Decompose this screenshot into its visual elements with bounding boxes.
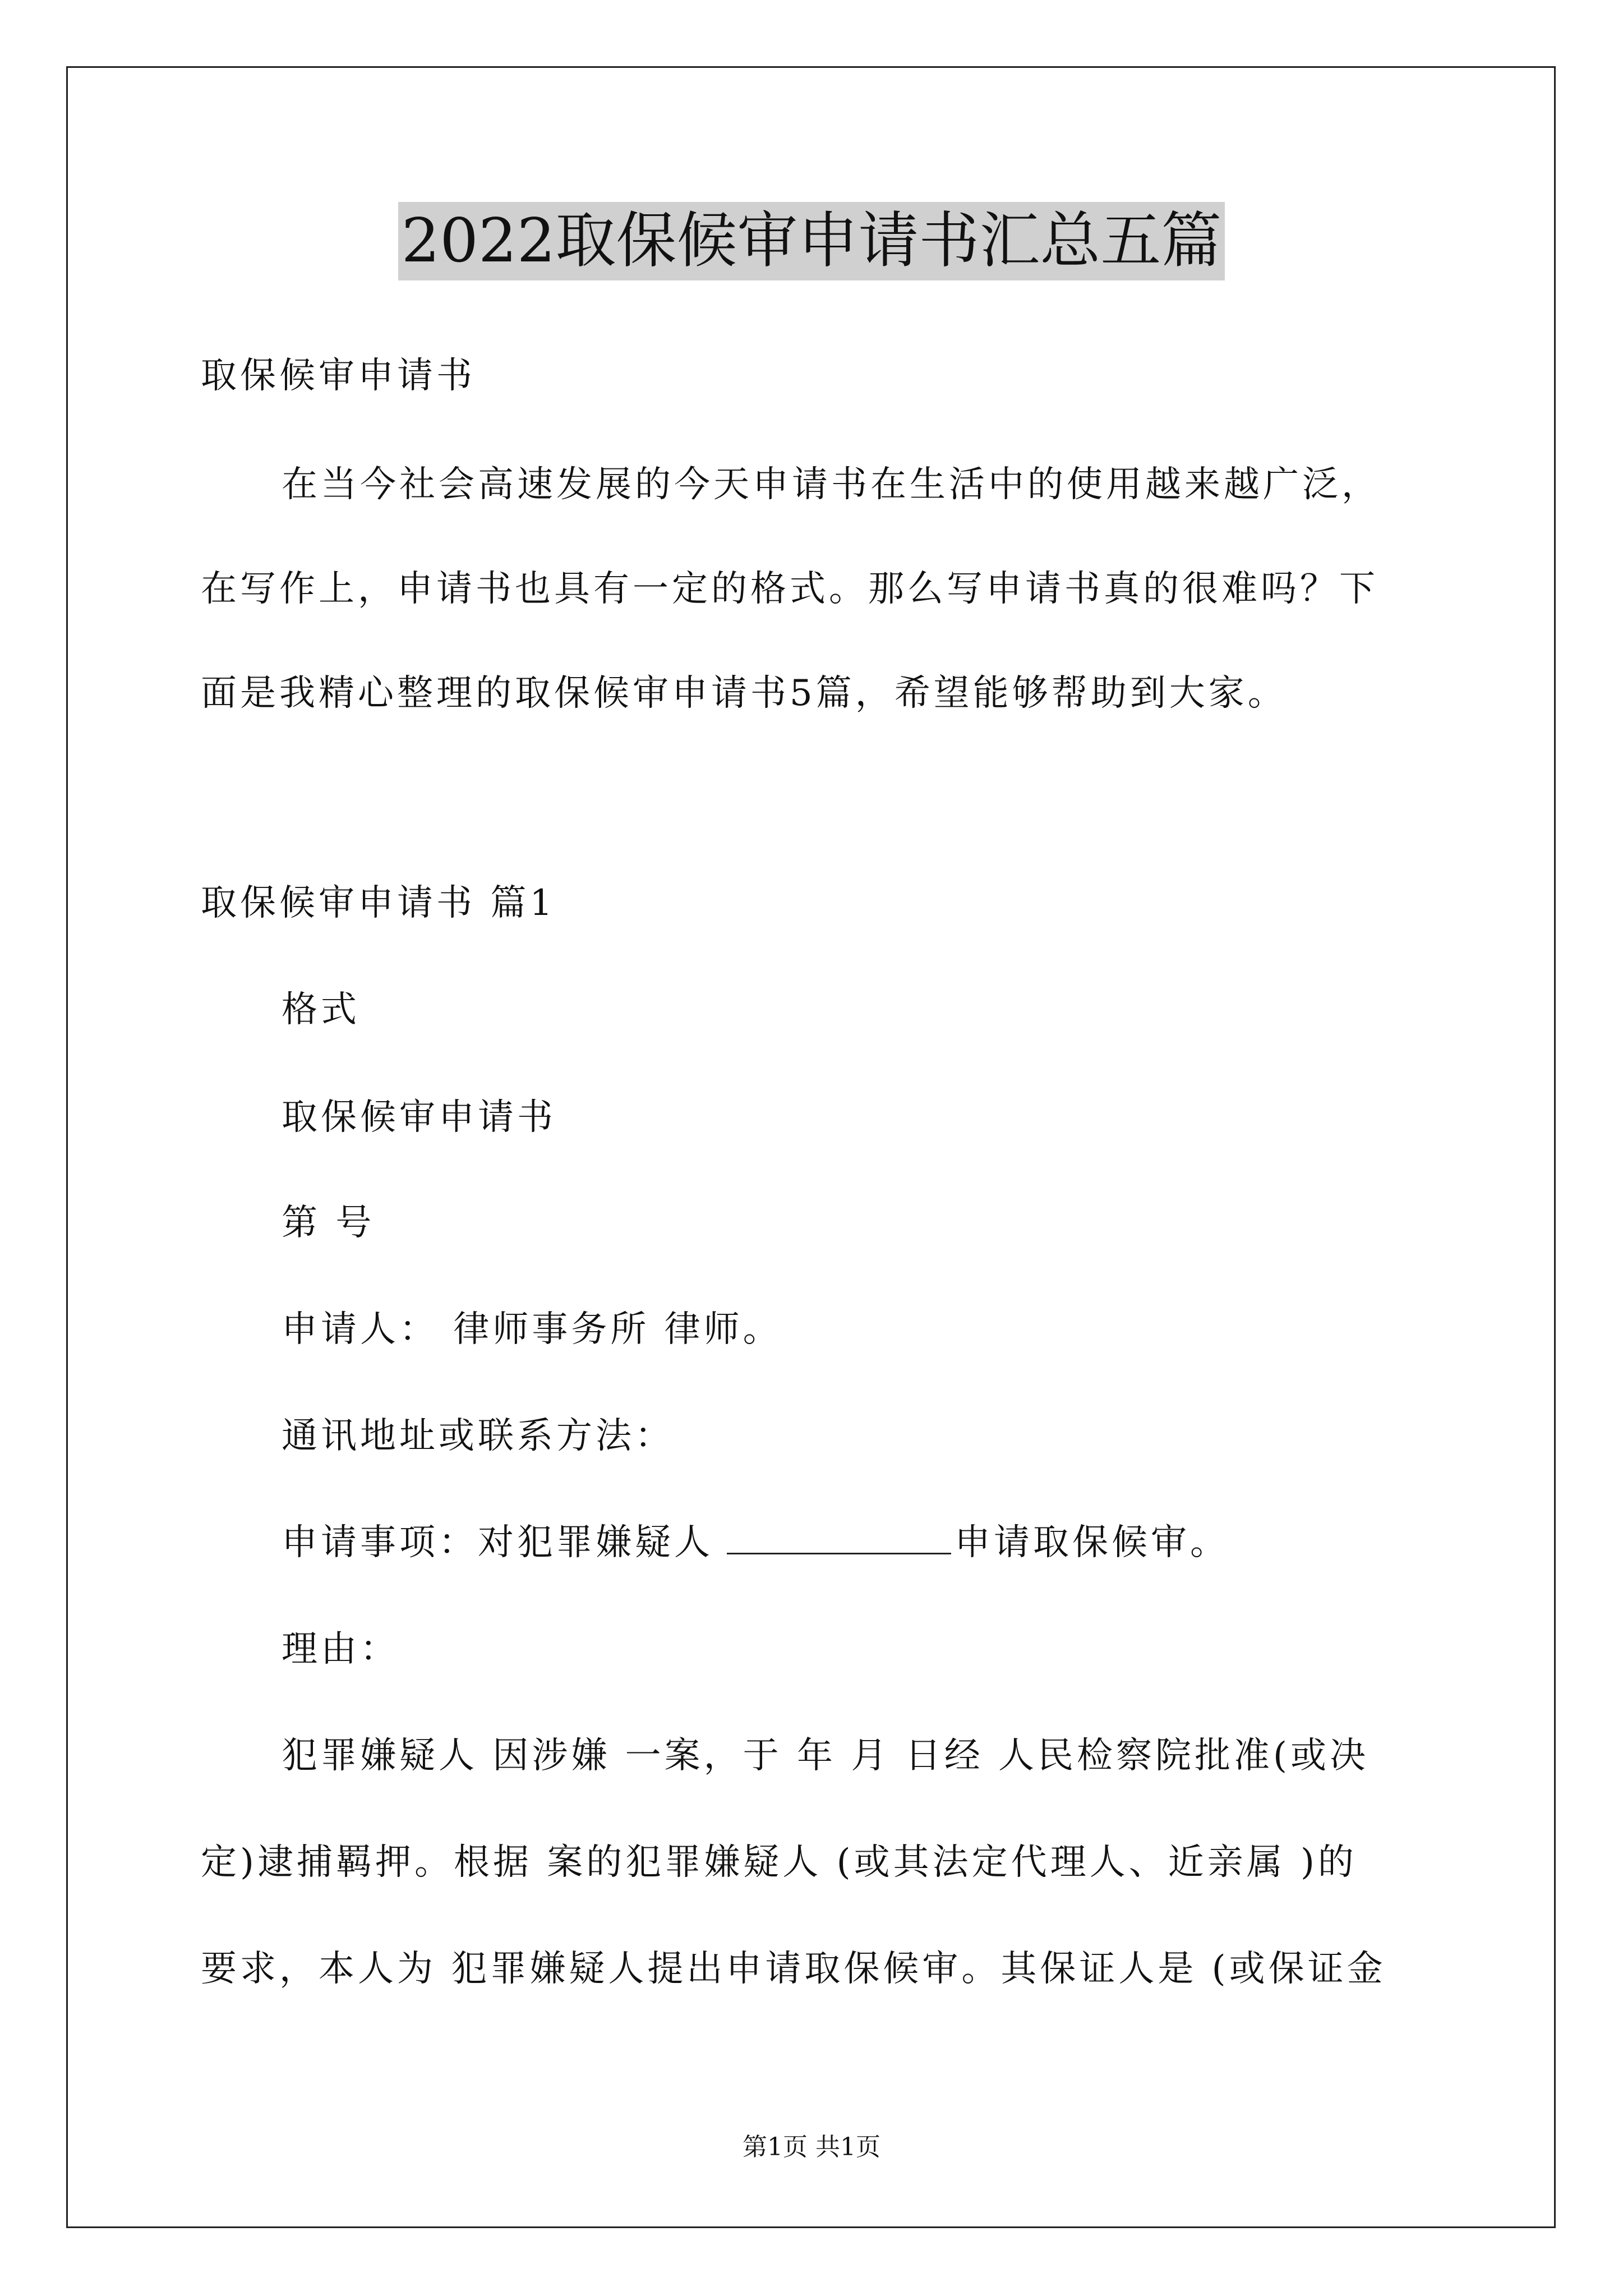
paragraph-line: 在写作上，申请书也具有一定的格式。那么写申请书真的很难吗？下 — [201, 568, 1378, 610]
paragraph-line: 通讯地址或联系方法： — [282, 1415, 674, 1457]
application-matter-text: 申请事项：对犯罪嫌疑人 — [282, 1522, 713, 1563]
application-matter-tail: 申请取保候审。 — [955, 1522, 1229, 1563]
section-heading: 取保候审申请书 篇1 — [201, 882, 556, 924]
paragraph-line: 定)逮捕羁押。根据 案的犯罪嫌疑人 (或其法定代理人、近亲属 )的 — [201, 1842, 1357, 1883]
paragraph-line: 格式 — [282, 989, 360, 1030]
paragraph-line: 在当今社会高速发展的今天申请书在生活中的使用越来越广泛， — [282, 464, 1381, 505]
document-title: 2022取保候审申请书汇总五篇 — [398, 202, 1225, 280]
paragraph-line: 犯罪嫌疑人 因涉嫌 一案，于 年 月 日经 人民检察院批准(或决 — [282, 1735, 1370, 1777]
paragraph-line — [282, 1520, 1229, 1565]
paragraph-line: 理由： — [282, 1628, 399, 1670]
paragraph-line: 第 号 — [282, 1202, 375, 1244]
section-heading: 取保候审申请书 — [201, 355, 476, 397]
page-footer: 第1页 共1页 — [743, 2133, 880, 2161]
paragraph-line: 面是我精心整理的取保候审申请书5篇，希望能够帮助到大家。 — [201, 673, 1287, 714]
paragraph-line: 要求，本人为 犯罪嫌疑人提出申请取保候审。其保证人是 (或保证金 — [201, 1948, 1386, 1990]
paragraph-line: 申请人： 律师事务所 律师。 — [282, 1309, 782, 1350]
paragraph-line: 取保候审申请书 — [282, 1097, 556, 1138]
fill-in-blank — [727, 1520, 951, 1554]
title-container — [0, 202, 1623, 280]
